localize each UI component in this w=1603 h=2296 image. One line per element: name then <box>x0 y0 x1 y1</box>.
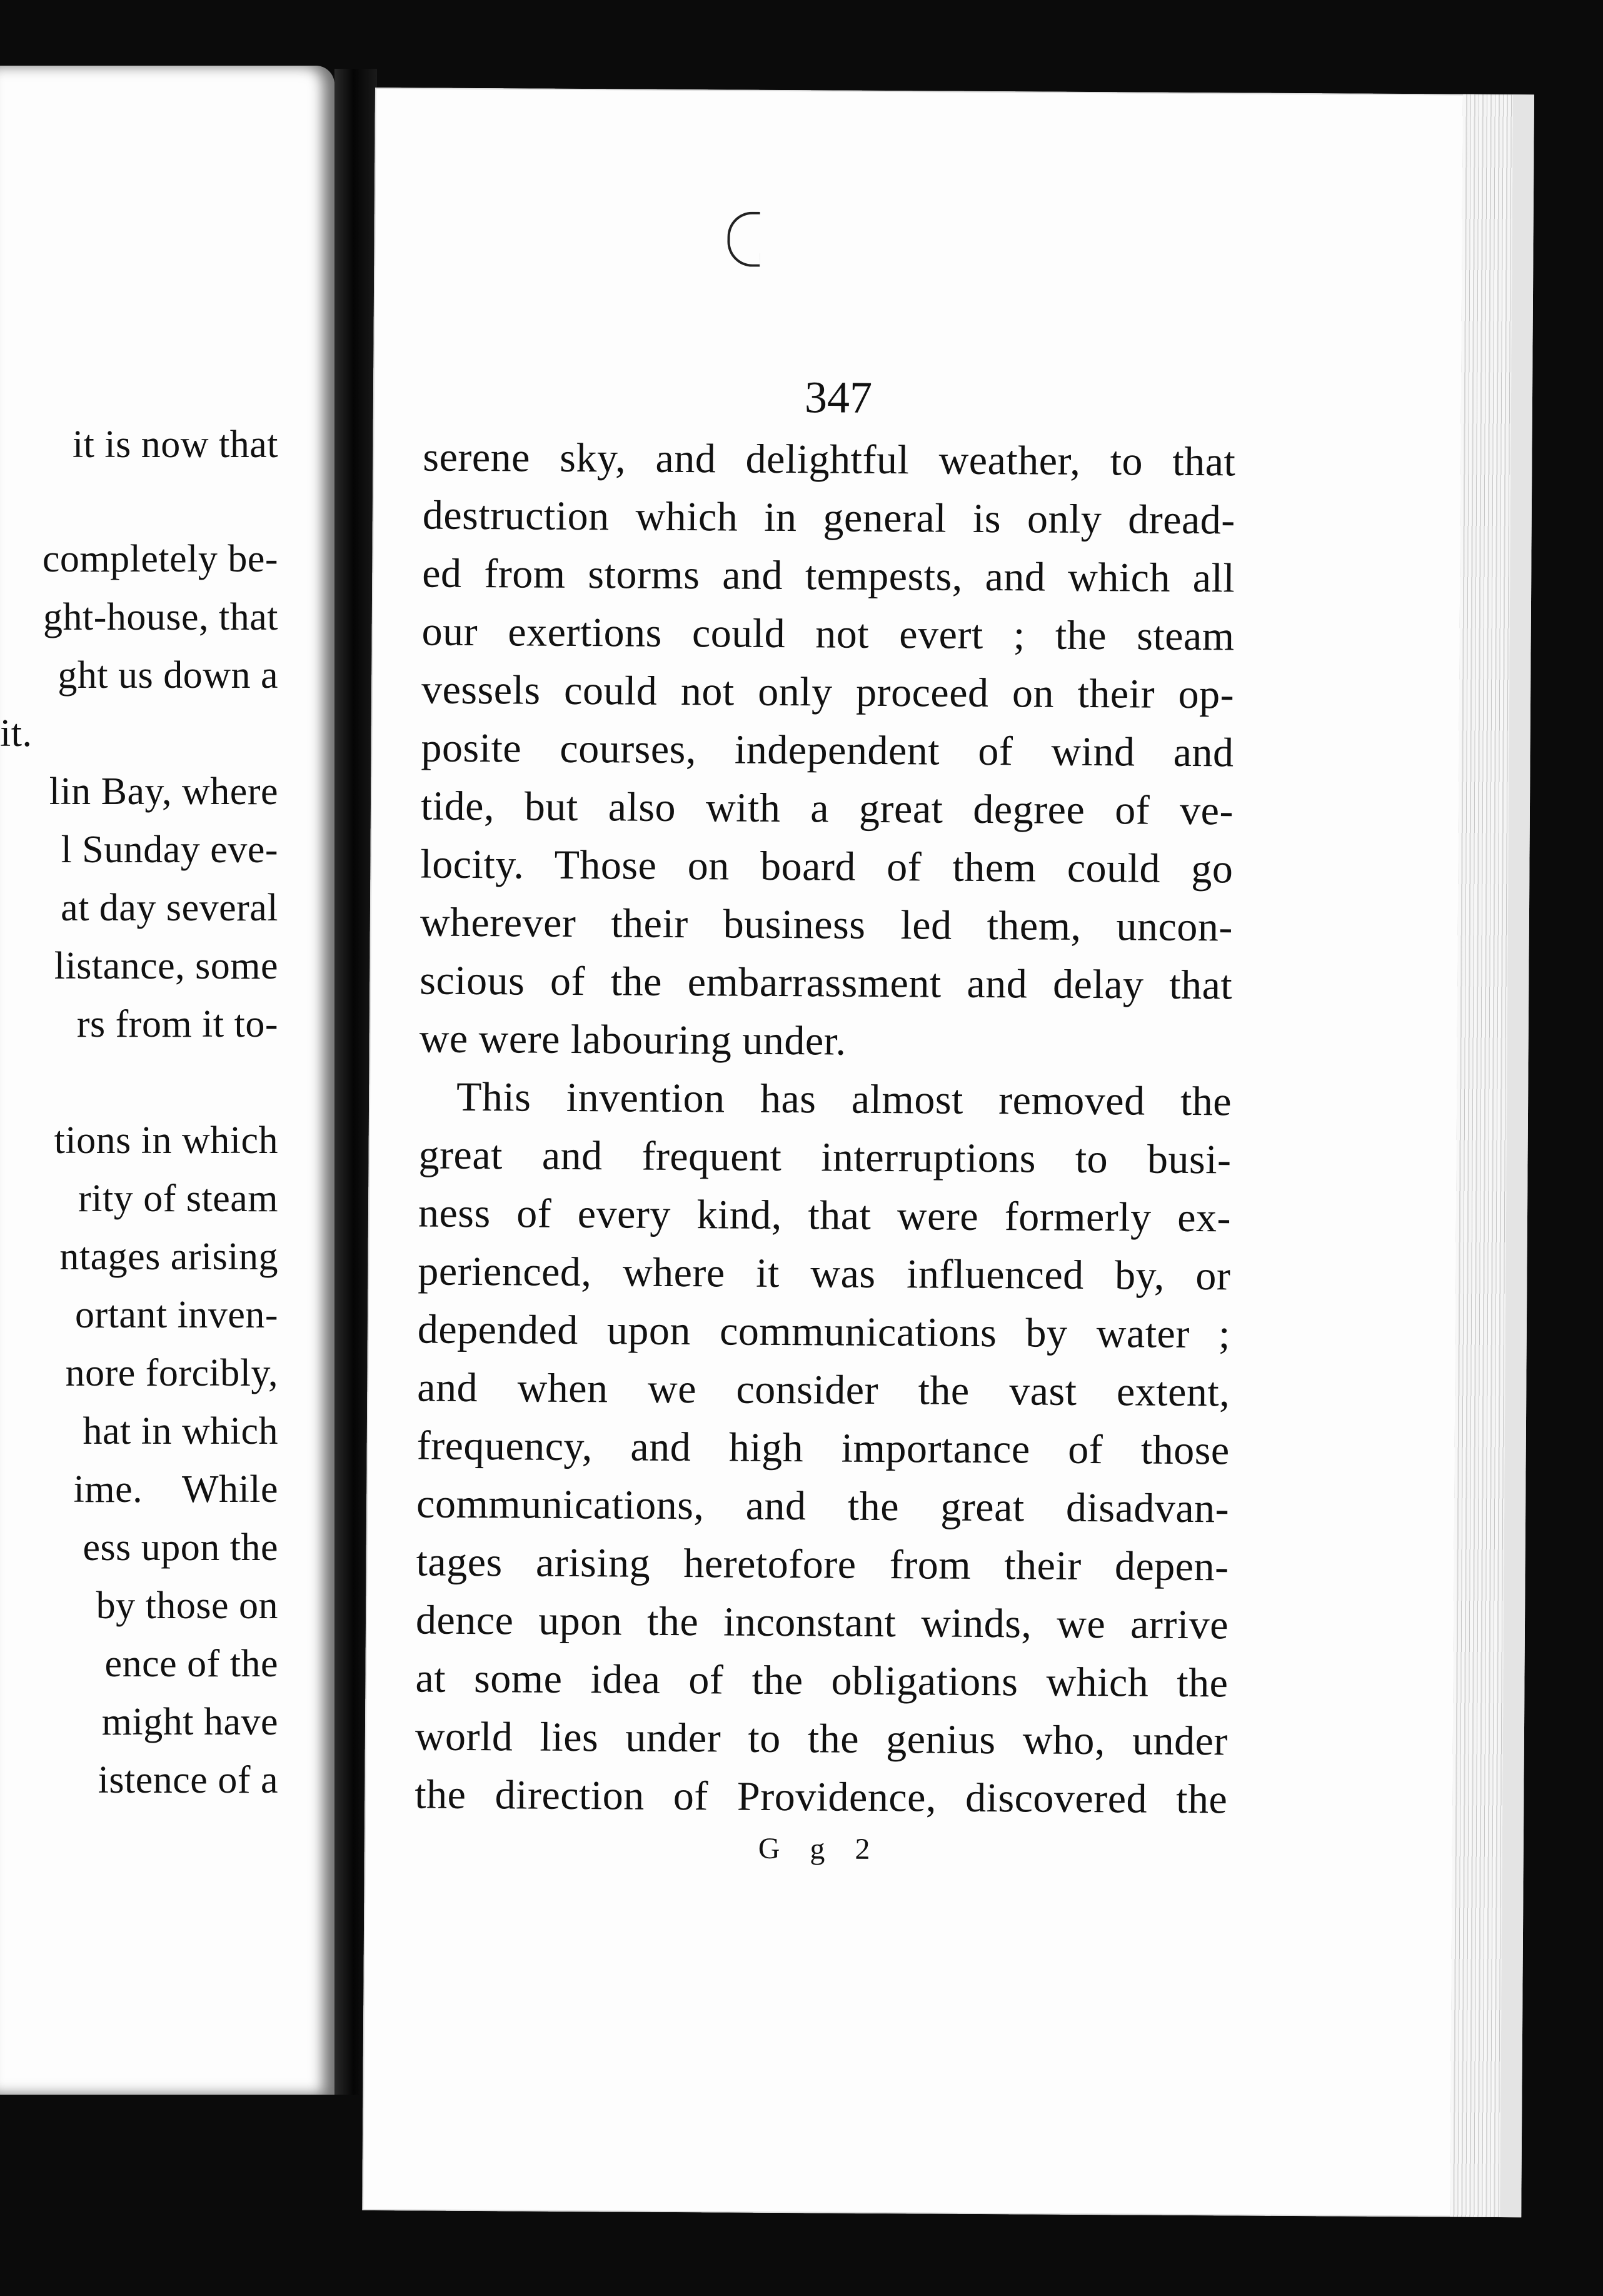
body-line-24: the direction of Providence, discovered the <box>415 1771 1228 1823</box>
body-line-6: posite courses, independent of wind and <box>421 725 1234 776</box>
pencil-mark <box>727 211 760 266</box>
body-line-2: destruction which in general is only dread- <box>422 492 1236 543</box>
left-line-5: it. <box>0 712 33 755</box>
body-line-3: ed from storms and tempests, and which all <box>422 550 1235 602</box>
left-line-6: lin Bay, where <box>49 770 278 813</box>
page-edge-decoration <box>1450 94 1513 2217</box>
body-line-17: and when we consider the vast extent, <box>417 1364 1230 1416</box>
body-line-18: frequency, and high importance of those <box>416 1422 1230 1474</box>
body-line-8: locity. Those on board of them could go <box>420 841 1234 892</box>
left-line-12: rity of steam <box>78 1177 278 1220</box>
body-line-13: great and frequent interruptions to busi- <box>418 1132 1232 1183</box>
left-line-16: hat in which <box>83 1410 278 1453</box>
left-line-4: ght us down a <box>58 654 278 697</box>
left-line-2: completely be- <box>42 538 278 580</box>
signature-mark: G g 2 <box>758 1831 882 1866</box>
body-line-23: world lies under to the genius who, under <box>415 1713 1229 1765</box>
body-line-9: wherever their business led them, uncon- <box>420 899 1234 950</box>
left-line-7: l Sunday eve- <box>61 828 278 871</box>
body-line-5: vessels could not only proceed on their op- <box>421 667 1235 718</box>
left-line-17: ime. While <box>73 1468 278 1511</box>
right-page <box>362 88 1534 2217</box>
page-number: 347 <box>804 372 873 423</box>
left-line-13: ntages arising <box>59 1236 278 1278</box>
left-line-10: rs from it to- <box>76 1003 278 1045</box>
left-line-21: might have <box>101 1701 278 1743</box>
body-line-1: serene sky, and delightful weather, to that <box>423 434 1236 485</box>
body-line-12: This invention has almost removed the <box>456 1074 1232 1125</box>
body-line-16: depended upon communications by water ; <box>417 1306 1231 1357</box>
left-line-20: ence of the <box>104 1643 278 1685</box>
body-line-22: at some idea of the obligations which the <box>415 1655 1229 1706</box>
body-line-10: scious of the embarrassment and delay that <box>420 957 1233 1009</box>
body-line-14: ness of every kind, that were formerly ex- <box>418 1190 1232 1241</box>
body-line-15: perienced, where it was influenced by, or <box>418 1248 1231 1299</box>
left-line-9: listance, some <box>54 945 278 987</box>
left-line-22: istence of a <box>98 1759 278 1801</box>
body-line-4: our exertions could not evert ; the steam <box>421 608 1235 660</box>
left-line-11: tions in which <box>54 1119 278 1162</box>
body-line-7: tide, but also with a great degree of ve- <box>420 783 1234 834</box>
left-line-19: by those on <box>96 1584 278 1627</box>
body-line-11: we were labouring under. <box>419 1015 847 1064</box>
left-line-8: at day several <box>61 887 278 929</box>
body-line-20: tages arising heretofore from their depen- <box>416 1539 1229 1590</box>
left-page <box>0 66 334 2095</box>
left-line-18: ess upon the <box>83 1526 278 1569</box>
body-line-19: communications, and the great disadvan- <box>416 1481 1230 1532</box>
left-line-1: it is now that <box>72 423 278 466</box>
left-line-14: ortant inven- <box>74 1294 278 1336</box>
left-line-3: ght-house, that <box>43 596 278 638</box>
body-line-21: dence upon the inconstant winds, we arrive <box>415 1597 1229 1648</box>
left-line-15: nore forcibly, <box>65 1352 278 1394</box>
